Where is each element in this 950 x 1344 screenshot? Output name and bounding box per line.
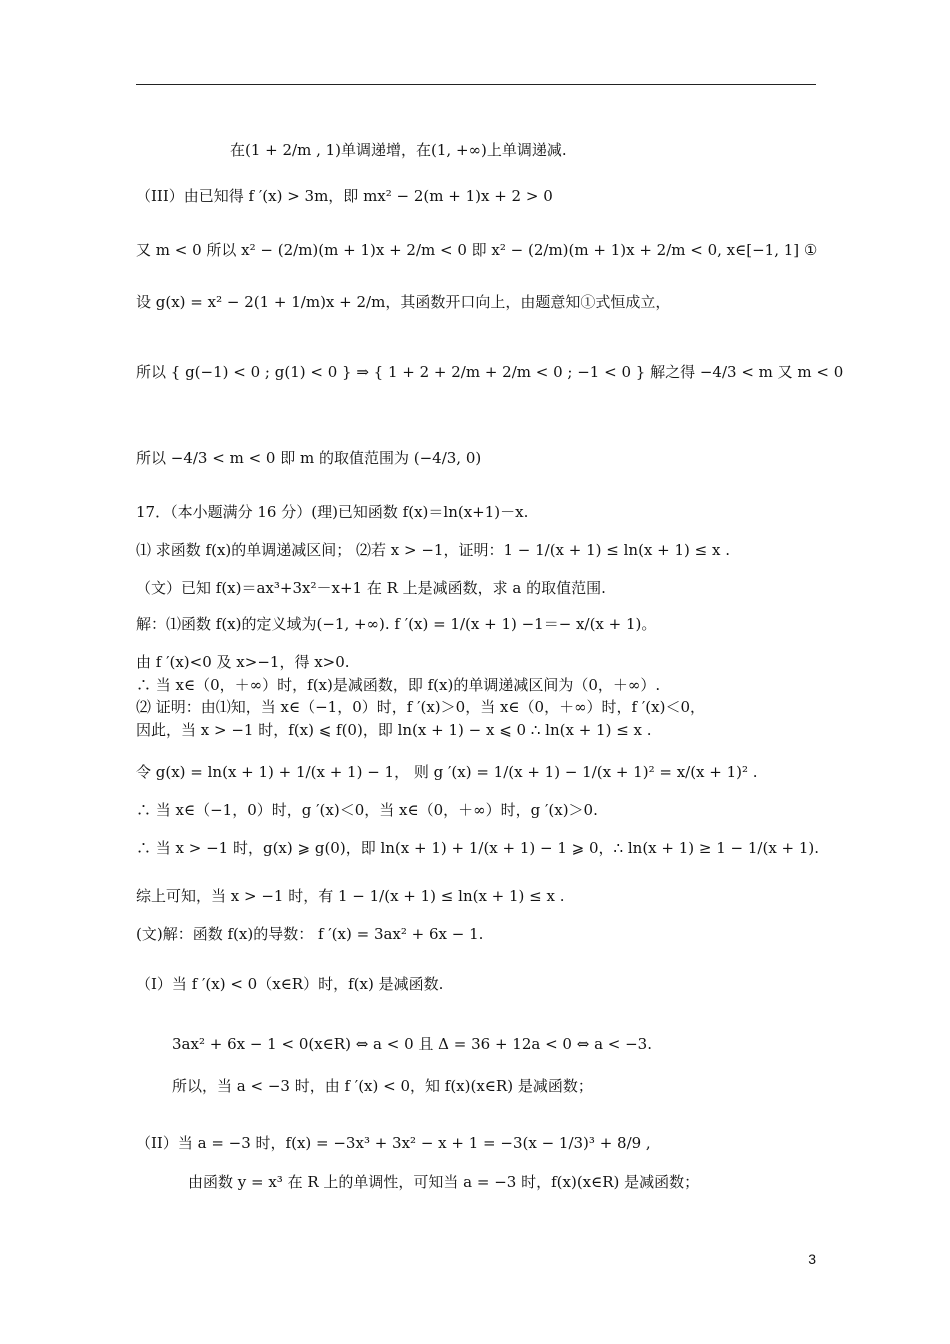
- text-line: 所以 −4/3 < m < 0 即 m 的取值范围为 (−4/3, 0): [136, 449, 482, 467]
- text-line: 解：⑴函数 f(x)的定义域为(−1, +∞). f ′(x) = 1/(x + 1) −1＝− x/(x + 1)。: [136, 615, 657, 633]
- text-line: （Ⅰ）当 f ′(x) < 0（x∈R）时，f(x) 是减函数.: [136, 975, 444, 993]
- text-line: ∴ 当 x∈（0，＋∞）时，f(x)是减函数，即 f(x)的单调递减区间为（0，＋∞）.: [136, 676, 661, 694]
- text-line: (文)解：函数 f(x)的导数： f ′(x) = 3ax² + 6x − 1.: [136, 925, 484, 943]
- text-line: ⑵ 证明：由⑴知，当 x∈（−1，0）时，f ′(x)＞0，当 x∈（0，＋∞）时，f ′(x)＜0，: [136, 698, 705, 716]
- text-line: ∴ 当 x∈（−1，0）时，g ′(x)＜0，当 x∈（0，＋∞）时，g ′(x)＞0.: [136, 801, 598, 819]
- text-line: 所以 { g(−1) < 0 ; g(1) < 0 } ⇒ { 1 + 2 + 2/m + 2/m < 0 ; −1 < 0 } 解之得 −4/3 < m 又 m < 0: [136, 363, 844, 381]
- text-line: （II）当 a = −3 时，f(x) = −3x³ + 3x² − x + 1 = −3(x − 1/3)³ + 8/9 ,: [136, 1134, 651, 1152]
- text-line: 令 g(x) = ln(x + 1) + 1/(x + 1) − 1， 则 g ′(x) = 1/(x + 1) − 1/(x + 1)² = x/(x + 1)² .: [136, 763, 758, 781]
- text-line: ∴ 当 x > −1 时，g(x) ⩾ g(0)，即 ln(x + 1) + 1/(x + 1) − 1 ⩾ 0，∴ ln(x + 1) ≥ 1 − 1/(x + 1).: [136, 839, 820, 857]
- text-line: 17．（本小题满分 16 分）(理)已知函数 f(x)＝ln(x+1)－x.: [136, 503, 529, 521]
- text-line: 3ax² + 6x − 1 < 0(x∈R) ⇔ a < 0 且 Δ = 36 + 12a < 0 ⇔ a < −3.: [172, 1035, 652, 1053]
- text-line: 由函数 y = x³ 在 R 上的单调性，可知当 a = −3 时，f(x)(x∈R) 是减函数；: [188, 1173, 700, 1191]
- text-line: 又 m < 0 所以 x² − (2/m)(m + 1)x + 2/m < 0 即 x² − (2/m)(m + 1)x + 2/m < 0, x∈[−1, 1] ①: [136, 241, 818, 259]
- text-line: 由 f ′(x)<0 及 x>−1，得 x>0.: [136, 653, 350, 671]
- text-line: 设 g(x) = x² − 2(1 + 1/m)x + 2/m，其函数开口向上，由题意知①式恒成立，: [136, 293, 671, 311]
- text-line: 综上可知，当 x > −1 时，有 1 − 1/(x + 1) ≤ ln(x + 1) ≤ x .: [136, 887, 565, 905]
- text-line: 在(1 + 2/m , 1)单调递增，在(1, +∞)上单调递减.: [230, 141, 567, 159]
- text-line: （文）已知 f(x)＝ax³+3x²－x+1 在 R 上是减函数，求 a 的取值范围.: [136, 579, 606, 597]
- text-line: 所以，当 a < −3 时，由 f ′(x) < 0，知 f(x)(x∈R) 是减函数；: [172, 1077, 593, 1095]
- header-rule: [136, 84, 816, 85]
- text-line: （III）由已知得 f ′(x) > 3m，即 mx² − 2(m + 1)x + 2 > 0: [136, 187, 553, 205]
- page-number: 3: [808, 1251, 816, 1267]
- text-line: 因此，当 x > −1 时，f(x) ⩽ f(0)，即 ln(x + 1) − x ⩽ 0 ∴ ln(x + 1) ≤ x .: [136, 721, 652, 739]
- text-line: ⑴ 求函数 f(x)的单调递减区间； ⑵若 x > −1，证明：1 − 1/(x + 1) ≤ ln(x + 1) ≤ x .: [136, 541, 730, 559]
